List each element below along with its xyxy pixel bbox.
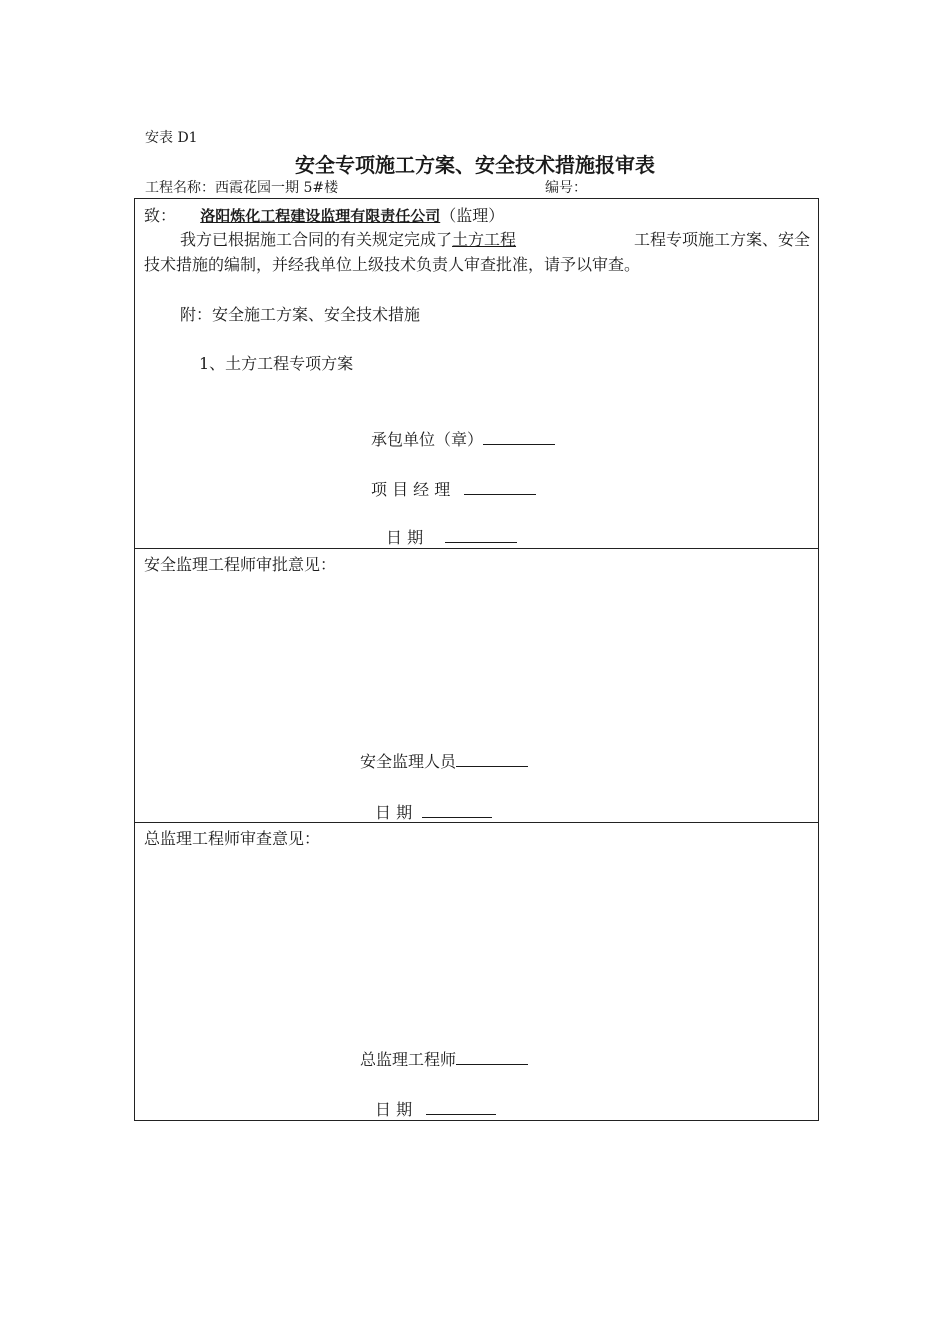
form-table: [134, 198, 819, 1121]
chief-supervisor-heading: 总监理工程师审查意见：: [144, 829, 321, 848]
date-signature-1: [386, 525, 517, 548]
project-name: 西霞花园一期 5#楼: [215, 180, 339, 196]
attachment-line: 附：安全施工方案、安全技术措施: [180, 305, 421, 324]
chief-supervisor-label: 总监理工程师: [360, 1050, 457, 1069]
chief-supervisor-signature: [360, 1047, 528, 1070]
company-name: 洛阳炼化工程建设监理有限责任公司: [200, 207, 441, 225]
para-fill: 土方工程: [452, 230, 517, 249]
contractor-signature: [371, 427, 555, 450]
company-suffix: （监理）: [440, 206, 505, 225]
signature-line: [483, 432, 555, 445]
form-code: 安表 D1: [145, 130, 198, 146]
to-label: 致：: [144, 206, 177, 225]
manager-signature: [371, 477, 536, 500]
contractor-label: 承包单位（章）: [371, 430, 484, 449]
date-line: [445, 530, 517, 543]
date-signature-3: [375, 1097, 496, 1120]
manager-label: 项 目 经 理: [371, 480, 451, 499]
date-line: [422, 805, 492, 818]
addressee-line: [144, 203, 504, 226]
project-label: 工程名称：: [145, 180, 215, 196]
attachment-item-1: 1、土方工程专项方案: [199, 354, 354, 373]
submission-section: [135, 199, 818, 549]
date-line: [426, 1102, 496, 1115]
para-after: 工程专项施工方案、安全技术措施的编制，并经我单位上级技术负责人审查批准，请予以审查。: [144, 230, 811, 274]
safety-supervisor-section: [135, 549, 818, 823]
safety-supervisor-signature: [360, 749, 528, 772]
date-label: 日 期: [386, 528, 424, 547]
safety-supervisor-label: 安全监理人员: [360, 752, 457, 771]
date-label: 日 期: [375, 803, 413, 822]
date-signature-2: [375, 800, 492, 823]
submission-paragraph: [144, 227, 814, 277]
project-line: [145, 177, 338, 197]
signature-line: [464, 482, 536, 495]
number-label: 编号：: [545, 180, 587, 196]
page-title: 安全专项施工方案、安全技术措施报审表: [295, 153, 655, 177]
chief-supervisor-section: [135, 823, 818, 1120]
date-label: 日 期: [375, 1100, 413, 1119]
signature-line: [456, 1052, 528, 1065]
safety-supervisor-heading: 安全监理工程师审批意见：: [144, 555, 337, 574]
para-before: 我方已根据施工合同的有关规定完成了: [180, 230, 453, 249]
signature-line: [456, 754, 528, 767]
